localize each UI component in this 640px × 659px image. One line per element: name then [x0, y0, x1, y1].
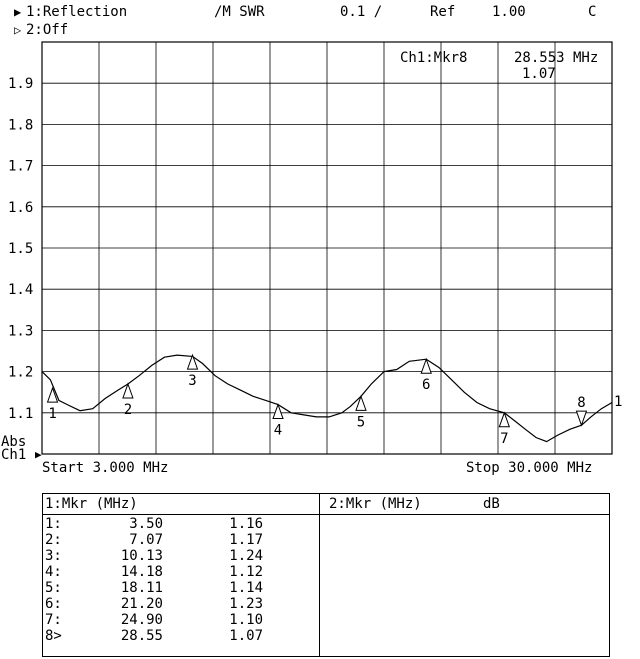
marker-row-freq: 14.18 — [120, 564, 163, 580]
marker-row-val: 1.24 — [229, 548, 263, 564]
ch2-measurement-label[interactable]: 2:Off — [26, 22, 69, 38]
marker-row-id: 2: — [45, 532, 62, 548]
y-tick-label: 1.2 — [8, 364, 34, 381]
marker-row-val: 1.23 — [229, 596, 263, 612]
ch1-correction-flag: C — [588, 4, 597, 20]
ch1-marker-table-header: 1:Mkr (MHz) — [45, 496, 138, 512]
table-header-line — [43, 514, 609, 515]
marker-5 — [356, 396, 366, 430]
marker-6 — [421, 359, 431, 393]
marker-row-freq: 10.13 — [120, 548, 163, 564]
marker-row-val: 1.17 — [229, 532, 263, 548]
marker-row-val: 1.07 — [229, 628, 263, 644]
marker-row-freq: 24.90 — [120, 612, 163, 628]
marker-label: 8 — [577, 395, 586, 412]
marker-triangle-icon — [576, 411, 586, 425]
marker-label: 5 — [356, 414, 366, 431]
ch1-reference-arrow: ▶ — [35, 448, 42, 461]
ch2-marker-table-unit: dB — [483, 496, 500, 512]
marker-row-id: 6: — [45, 596, 62, 612]
marker-label: 6 — [422, 377, 431, 394]
marker-row-id: 1: — [45, 516, 62, 532]
marker-label: 1 — [48, 406, 57, 423]
ch1-ref-value[interactable]: 1.00 — [492, 4, 526, 20]
marker-label: 2 — [123, 401, 133, 418]
ch2-indicator: ▷ — [14, 23, 22, 37]
ch1-ref-label: Ref — [430, 4, 456, 20]
abs-label: Abs — [1, 434, 27, 450]
marker-group — [48, 355, 587, 447]
y-tick-label: 1.6 — [8, 199, 34, 216]
marker-label: 3 — [188, 373, 197, 390]
marker-row-freq: 21.20 — [120, 596, 163, 612]
marker-7 — [499, 413, 509, 447]
marker-label: 7 — [500, 430, 509, 447]
y-tick-label: 1.7 — [8, 158, 34, 175]
y-tick-label: 1.8 — [8, 117, 34, 134]
marker-row-id: 8> — [45, 628, 62, 644]
marker-row-freq: 28.55 — [120, 628, 163, 644]
marker-2 — [123, 384, 133, 418]
marker-row-freq: 3.50 — [129, 516, 163, 532]
y-tick-label: 1.3 — [8, 323, 34, 340]
marker-table — [42, 493, 610, 657]
marker-row-id: 5: — [45, 580, 62, 596]
active-marker-value: 1.07 — [522, 66, 556, 82]
table-divider — [319, 494, 320, 656]
y-tick-label: 1.5 — [8, 241, 34, 257]
y-tick-label: 1.1 — [8, 405, 34, 422]
marker-row-freq: 7.07 — [129, 532, 163, 548]
marker-row-id: 7: — [45, 612, 62, 628]
y-tick-label: 1.4 — [8, 282, 34, 299]
marker-triangle-icon — [356, 396, 366, 410]
ch1-scale-label[interactable]: 0.1 / — [340, 4, 383, 20]
marker-row-id: 3: — [45, 548, 62, 564]
marker-row-id: 4: — [45, 564, 62, 580]
ch1-active-indicator: ▶ — [14, 5, 22, 19]
marker-triangle-icon — [48, 388, 58, 402]
ch2-marker-table-header: 2:Mkr (MHz) — [329, 496, 422, 512]
start-frequency[interactable]: Start 3.000 MHz — [42, 460, 169, 476]
marker-8 — [576, 395, 586, 425]
marker-3 — [188, 355, 198, 389]
marker-row-val: 1.10 — [229, 612, 263, 628]
marker-row-val: 1.12 — [229, 564, 263, 580]
y-axis-tick-labels — [8, 76, 33, 422]
y-tick-label: 1.9 — [8, 76, 34, 93]
marker-triangle-icon — [188, 355, 198, 369]
marker-row-freq: 18.11 — [120, 580, 163, 596]
ch1-format-label[interactable]: /M SWR — [214, 4, 265, 20]
marker-row-val: 1.16 — [229, 516, 263, 532]
ch1-reference-label: Ch1 — [1, 447, 27, 463]
ch1-measurement-label[interactable]: 1:Reflection — [26, 4, 128, 20]
marker-label: 4 — [273, 422, 283, 439]
marker-row-val: 1.14 — [229, 580, 263, 596]
active-marker-title: Ch1:Mkr8 — [400, 50, 468, 66]
marker-4 — [273, 405, 283, 439]
trace-end-label: 1 — [614, 394, 623, 410]
stop-frequency[interactable]: Stop 30.000 MHz — [466, 460, 593, 476]
active-marker-frequency: 28.553 MHz — [514, 50, 599, 66]
